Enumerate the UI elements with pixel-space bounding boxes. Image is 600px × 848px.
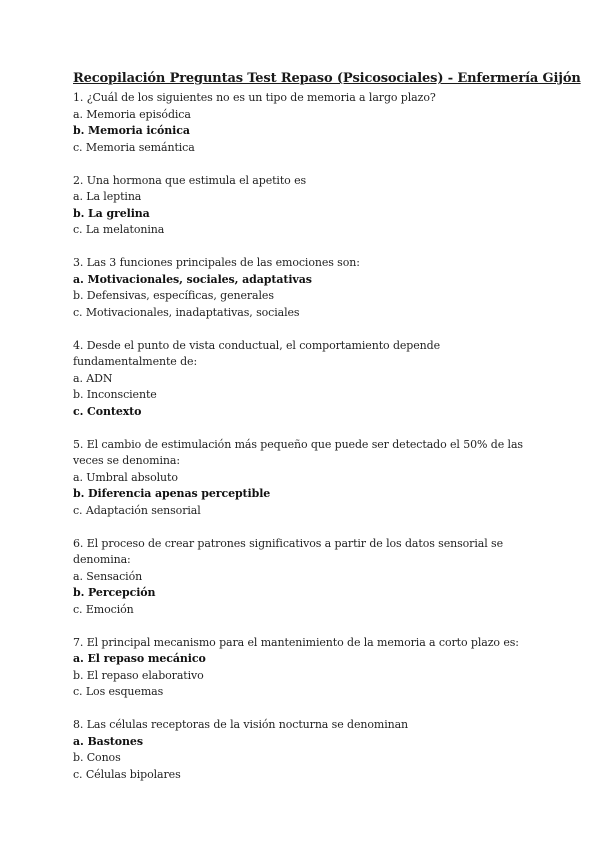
answer-option: a. Sensación <box>73 569 143 583</box>
answer-option-correct: a. El repaso mecánico <box>73 652 206 665</box>
question-list <box>73 90 533 800</box>
question-block <box>73 255 533 321</box>
answer-option: b. Conos <box>73 751 121 764</box>
answer-option: c. Adaptación sensorial <box>73 503 201 517</box>
question-block <box>73 90 533 156</box>
answer-option: c. Células bipolares <box>73 767 181 781</box>
answer-option: c. Emoción <box>73 602 134 616</box>
answer-option-correct: a. Motivacionales, sociales, adaptativas <box>73 272 312 286</box>
answer-option: c. Los esquemas <box>73 685 164 698</box>
answer-option-correct: a. Bastones <box>73 734 143 748</box>
answer-option: a. ADN <box>73 371 113 385</box>
answer-option-correct: b. Memoria icónica <box>73 124 190 137</box>
answer-option: b. Defensivas, específicas, generales <box>73 289 274 302</box>
question-text: 4. Desde el punto de vista conductual, el comportamiento depende fundamentalmente de: <box>73 338 440 368</box>
question-text: 1. ¿Cuál de los siguientes no es un tipo de memoria a largo plazo? <box>73 91 436 104</box>
question-block <box>73 437 533 520</box>
question-text: 3. Las 3 funciones principales de las emociones son: <box>73 256 360 269</box>
answer-option: b. Inconsciente <box>73 388 157 401</box>
question-block <box>73 173 533 239</box>
answer-option: a. Umbral absoluto <box>73 470 178 484</box>
answer-option-correct: b. La grelina <box>73 206 150 220</box>
answer-option: c. Memoria semántica <box>73 140 195 154</box>
answer-option-correct: b. Diferencia apenas perceptible <box>73 487 271 500</box>
question-text: 8. Las células receptoras de la visión nocturna se denominan <box>73 718 409 731</box>
question-text: 6. El proceso de crear patrones significativos a partir de los datos sensorial se denomina: <box>73 536 503 566</box>
answer-option: a. Memoria episódica <box>73 107 191 121</box>
document-title: Recopilación Preguntas Test Repaso (Psicosociales) - Enfermería Gijón <box>73 71 581 86</box>
question-block <box>73 338 533 421</box>
answer-option: a. La leptina <box>73 190 142 203</box>
question-block <box>73 536 533 619</box>
answer-option-correct: b. Percepción <box>73 586 156 599</box>
question-text: 7. El principal mecanismo para el mantenimiento de la memoria a corto plazo es: <box>73 635 519 649</box>
question-text: 5. El cambio de estimulación más pequeño que puede ser detectado el 50% de las veces se denomina: <box>73 437 523 467</box>
answer-option: b. El repaso elaborativo <box>73 668 204 682</box>
answer-option-correct: c. Contexto <box>73 404 142 418</box>
question-block <box>73 635 533 701</box>
question-text: 2. Una hormona que estimula el apetito es <box>73 173 307 187</box>
answer-option: c. Motivacionales, inadaptativas, sociales <box>73 305 300 319</box>
answer-option: c. La melatonina <box>73 223 165 236</box>
question-block <box>73 717 533 783</box>
